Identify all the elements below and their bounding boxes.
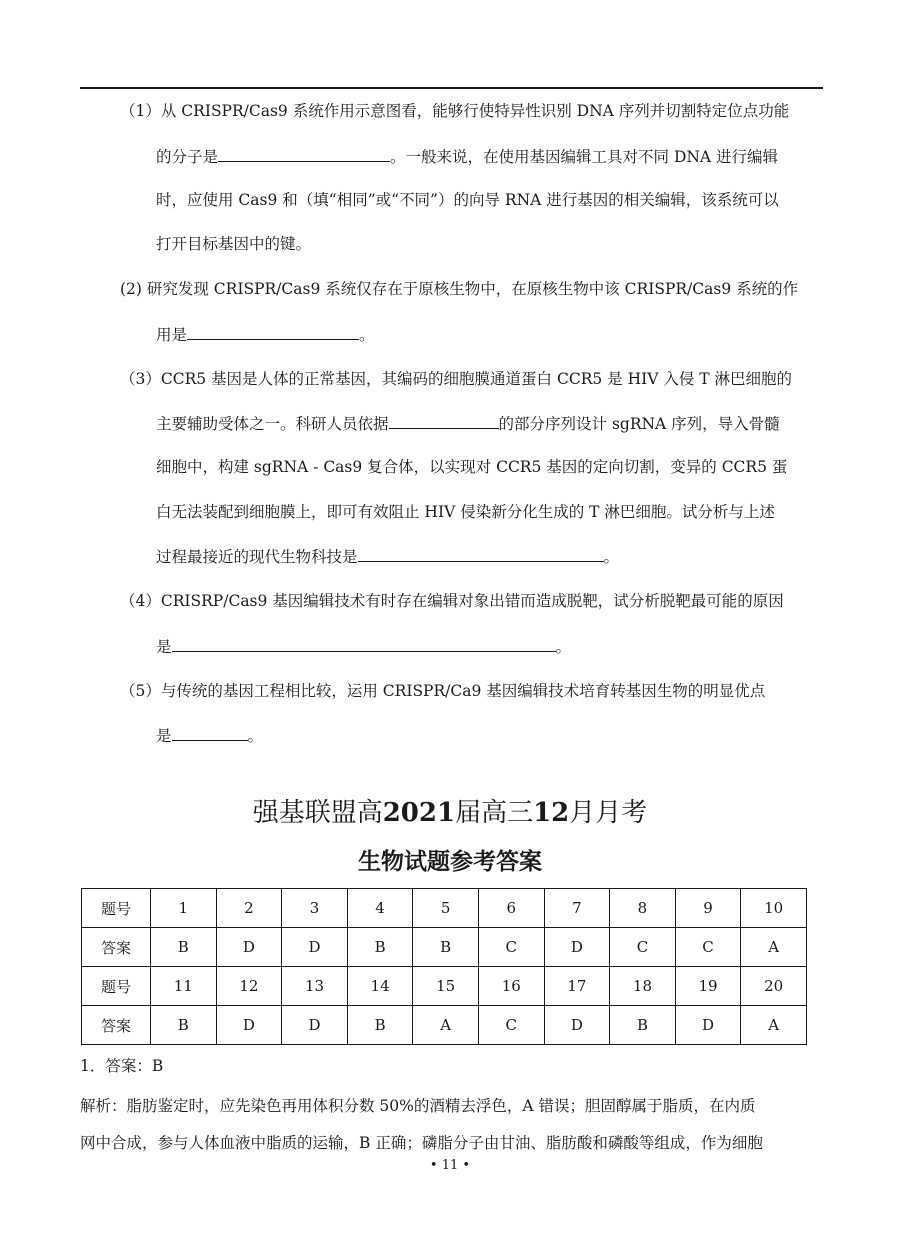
table-cell: D [544, 1006, 610, 1045]
table-cell: A [741, 1006, 807, 1045]
table-row [82, 967, 807, 1006]
table-cell: D [544, 928, 610, 967]
q3-line-4: 白无法装配到细胞膜上，即可有效阻止 HIV 侵染新分化生成的 T 淋巴细胞。试分析与上述 [156, 503, 775, 521]
answer-table [81, 888, 807, 1045]
q5-blank[interactable] [172, 725, 248, 741]
table-cell: 10 [741, 889, 807, 928]
q1-line-1: （1）从 CRISPR/Cas9 系统作用示意图看，能够行使特异性识别 DNA 序列并切割特定位点功能 [120, 102, 790, 120]
table-cell: 5 [413, 889, 479, 928]
table-cell: 12 [216, 967, 282, 1006]
table-cell: D [216, 928, 282, 967]
q2-line-2: 用是 。 [156, 326, 375, 344]
answer-key-subtitle: 生物试题参考答案 [358, 849, 542, 875]
q4-line-2: 是 。 [156, 638, 572, 656]
table-cell: 20 [741, 967, 807, 1006]
q3-line-5: 过程最接近的现代生物科技是 。 [156, 548, 620, 566]
table-cell: 14 [347, 967, 413, 1006]
table-cell: B [151, 1006, 217, 1045]
page-number: • 11 • [429, 1158, 471, 1173]
table-cell: D [216, 1006, 282, 1045]
header-rule [80, 87, 823, 89]
table-row [82, 928, 807, 967]
table-cell: C [610, 928, 676, 967]
table-cell: C [478, 1006, 544, 1045]
answer-key-title: 强基联盟高2021届高三12月月考 [252, 798, 648, 828]
table-cell: 4 [347, 889, 413, 928]
table-cell: C [675, 928, 741, 967]
table-cell: 8 [610, 889, 676, 928]
q3-blank-2[interactable] [358, 546, 604, 562]
table-cell: 3 [282, 889, 348, 928]
table-cell: 11 [151, 967, 217, 1006]
table-cell: B [413, 928, 479, 967]
q2-blank[interactable] [187, 324, 359, 340]
table-cell: 13 [282, 967, 348, 1006]
table-cell: A [413, 1006, 479, 1045]
table-row [82, 889, 807, 928]
table-cell: B [610, 1006, 676, 1045]
q3-line-3: 细胞中，构建 sgRNA - Cas9 复合体，以实现对 CCR5 基因的定向切割，变异的 CCR5 蛋 [156, 458, 788, 476]
table-cell: A [741, 928, 807, 967]
q1-blank-1[interactable] [218, 146, 390, 162]
table-cell: D [282, 1006, 348, 1045]
explanation-line-2: 网中合成，参与人体血液中脂质的运输，B 正确；磷脂分子由甘油、脂肪酸和磷酸等组成，作为细胞 [80, 1134, 763, 1152]
table-cell: 17 [544, 967, 610, 1006]
table-cell: 2 [216, 889, 282, 928]
table-cell: 18 [610, 967, 676, 1006]
q3-line-2: 主要辅助受体之一。科研人员依据 的部分序列设计 sgRNA 序列，导入骨髓 [156, 415, 780, 433]
q3-line-1: （3）CCR5 基因是人体的正常基因，其编码的细胞膜通道蛋白 CCR5 是 HIV 入侵 T 淋巴细胞的 [120, 370, 793, 388]
q1-line-2: 的分子是 。一般来说，在使用基因编辑工具对不同 DNA 进行编辑 [156, 148, 779, 166]
row-label: 答案 [82, 928, 151, 967]
q1-line-3: 时，应使用 Cas9 和（填“相同”或“不同”）的向导 RNA 进行基因的相关编辑，该系统可以 [156, 191, 779, 209]
table-cell: 16 [478, 967, 544, 1006]
table-cell: 1 [151, 889, 217, 928]
q5-line-2: 是 。 [156, 727, 264, 745]
q3-blank-1[interactable] [389, 413, 499, 429]
explanation-line-1: 解析：脂肪鉴定时，应先染色再用体积分数 50%的酒精去浮色，A 错误；胆固醇属于脂质，在内质 [80, 1097, 756, 1115]
table-cell: 15 [413, 967, 479, 1006]
row-label: 答案 [82, 1006, 151, 1045]
table-cell: 9 [675, 889, 741, 928]
table-cell: C [478, 928, 544, 967]
table-cell: 6 [478, 889, 544, 928]
table-cell: 7 [544, 889, 610, 928]
q4-line-1: （4）CRISRP/Cas9 基因编辑技术有时存在编辑对象出错而造成脱靶，试分析脱靶最可能的原因 [120, 592, 784, 610]
table-cell: 19 [675, 967, 741, 1006]
table-cell: D [282, 928, 348, 967]
table-row [82, 1006, 807, 1045]
table-cell: D [675, 1006, 741, 1045]
explanation-answer: 1．答案：B [80, 1057, 164, 1075]
row-label: 题号 [82, 967, 151, 1006]
q1-line-4: 打开目标基因中的键。 [156, 235, 312, 253]
q2-line-1: (2) 研究发现 CRISPR/Cas9 系统仅存在于原核生物中，在原核生物中该 CRISPR/Cas9 系统的作 [120, 280, 799, 298]
table-cell: B [347, 928, 413, 967]
q5-line-1: （5）与传统的基因工程相比较，运用 CRISPR/Ca9 基因编辑技术培育转基因生物的明显优点 [120, 682, 766, 700]
row-label: 题号 [82, 889, 151, 928]
q4-blank[interactable] [172, 636, 556, 652]
table-cell: B [151, 928, 217, 967]
table-cell: B [347, 1006, 413, 1045]
